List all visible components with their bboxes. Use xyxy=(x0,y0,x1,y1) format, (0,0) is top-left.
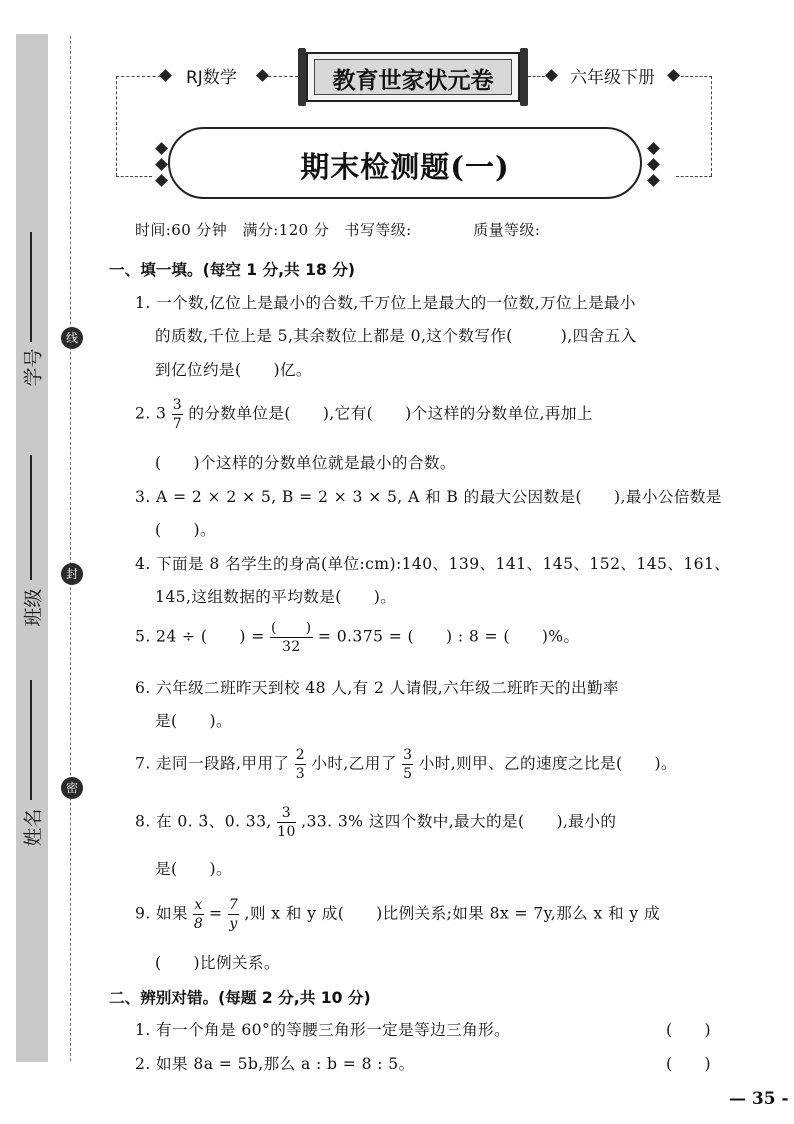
question-4-line-2: 145,这组数据的平均数是( )。 xyxy=(155,588,397,606)
question-2-line-2: ( )个这样的分数单位就是最小的合数。 xyxy=(155,454,456,472)
judge-item-2: 2. 如果 8a = 5b,那么 a : b = 8 : 5。 xyxy=(135,1055,415,1073)
seal-secret-badge: 密 xyxy=(61,777,83,799)
scroll-rod-right xyxy=(520,48,528,106)
question-3-line-1: 3. A = 2 × 2 × 5, B = 2 × 3 × 5, A 和 B 的最大公因数是( ),最小公倍数是 xyxy=(135,488,722,506)
question-6-line-2: 是( )。 xyxy=(155,712,232,730)
section-2-title: 二、辨别对错。(每题 2 分,共 10 分) xyxy=(109,989,371,1007)
grade-label: 六年级下册 xyxy=(570,68,655,88)
judge-answer-2[interactable]: ( ) xyxy=(666,1055,711,1073)
question-5: 5. 24 ÷ ( ) = $\frac{( )}{32}$ = 0.375 = ( ) : 8 = ( )%。 xyxy=(135,620,580,655)
scroll-rod-left xyxy=(298,48,306,106)
question-8-line-2: 是( )。 xyxy=(155,860,232,878)
section-1-title: 一、填一填。(每空 1 分,共 18 分) xyxy=(109,261,355,279)
header-dash-right xyxy=(676,76,712,77)
binding-sidebar xyxy=(16,34,48,1062)
judge-item-1: 1. 有一个角是 60°的等腰三角形一定是等边三角形。 xyxy=(135,1021,511,1039)
question-6-line-1: 6. 六年级二班昨天到校 48 人,有 2 人请假,六年级二班昨天的出勤率 xyxy=(135,679,619,697)
seal-seal-badge: 封 xyxy=(61,563,83,585)
judge-answer-1[interactable]: ( ) xyxy=(666,1021,711,1039)
frame-dash-bottom-left xyxy=(116,176,152,177)
diamond-icon xyxy=(159,69,172,82)
name-label: 姓名 xyxy=(22,808,45,847)
question-9-line-2: ( )比例关系。 xyxy=(155,954,280,972)
header-dash xyxy=(268,76,298,77)
question-1-line-3: 到亿位约是( )亿。 xyxy=(155,361,312,379)
diamond-icon xyxy=(647,158,660,171)
student-id-line xyxy=(30,232,32,342)
question-2-line-1: 2. 3 $\frac{3}{7}$ 的分数单位是( ),它有( )个这样的分数单位,再加上 xyxy=(135,397,593,432)
seal-dashed-line xyxy=(70,36,71,1061)
diamond-icon xyxy=(155,158,168,171)
question-7: 7. 走同一段路,甲用了 $\frac{2}{3}$ 小时,乙用了 $\frac{3}{5}$ 小时,则甲、乙的速度之比是( )。 xyxy=(135,747,677,782)
series-title-banner xyxy=(306,52,520,102)
question-8-line-1: 8. 在 0. 3̇、0. 33, $\frac{3}{10}$ ,33. 3% 这四个数中,最大的是( ),最小的 xyxy=(135,805,617,840)
question-4-line-1: 4. 下面是 8 名学生的身高(单位:cm):140、139、141、145、152、145、161、 xyxy=(135,555,731,573)
frame-dash-left xyxy=(116,76,117,176)
subject-label: RJ数学 xyxy=(186,68,237,88)
diamond-icon xyxy=(155,174,168,187)
frame-dash-right xyxy=(711,76,712,176)
header-dash-left xyxy=(116,76,166,77)
question-3-line-2: ( )。 xyxy=(155,521,216,539)
student-id-label: 学号 xyxy=(22,348,45,387)
question-9-line-1: 9. 如果 $\frac{x}{8}$ = $\frac{7}{y}$ ,则 x 和 y 成( )比例关系;如果 8x = 7y,那么 x 和 y 成 xyxy=(135,897,660,932)
page-number: — 35 - xyxy=(729,1089,789,1109)
seal-line-badge: 线 xyxy=(61,327,83,349)
diamond-icon xyxy=(155,142,168,155)
series-title: 教育世家状元卷 xyxy=(332,68,494,94)
exam-title: 期末检测题(一) xyxy=(300,150,510,184)
diamond-icon xyxy=(256,69,269,82)
diamond-icon xyxy=(647,142,660,155)
class-line xyxy=(30,455,32,580)
question-1-line-1: 1. 一个数,亿位上是最小的合数,千万位上是最大的一位数,万位上是最小 xyxy=(135,294,636,312)
diamond-icon xyxy=(545,69,558,82)
exam-info: 时间:60 分钟 满分:120 分 书写等级: 质量等级: xyxy=(135,221,541,239)
question-1-line-2: 的质数,千位上是 5,其余数位上都是 0,这个数写作( ),四舍五入 xyxy=(155,327,637,345)
diamond-icon xyxy=(647,174,660,187)
name-line xyxy=(30,680,32,800)
class-label: 班级 xyxy=(22,588,45,627)
frame-dash-bottom-right xyxy=(676,176,712,177)
